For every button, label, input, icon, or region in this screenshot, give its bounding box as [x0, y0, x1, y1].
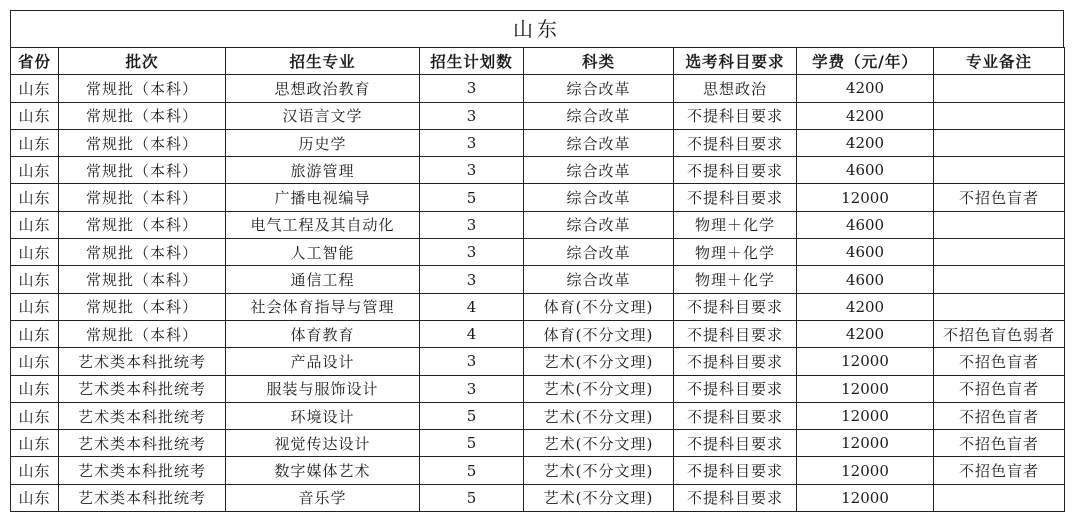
cell-category: 综合改革 [524, 75, 674, 102]
cell-major: 视觉传达设计 [226, 430, 420, 457]
cell-batch: 艺术类本科批统考 [59, 375, 226, 402]
table-row [11, 266, 1065, 293]
cell-plan-count: 3 [420, 266, 524, 293]
cell-batch: 常规批（本科） [59, 129, 226, 156]
cell-remarks [934, 266, 1065, 293]
cell-category: 艺术(不分文理) [524, 375, 674, 402]
cell-batch: 常规批（本科） [59, 293, 226, 320]
cell-major: 汉语言文学 [226, 102, 420, 129]
cell-subject-requirement: 物理＋化学 [674, 239, 797, 266]
cell-tuition: 12000 [797, 375, 934, 402]
cell-tuition: 12000 [797, 184, 934, 211]
cell-major: 旅游管理 [226, 157, 420, 184]
cell-plan-count: 5 [420, 430, 524, 457]
header-batch: 批次 [59, 48, 226, 75]
cell-batch: 常规批（本科） [59, 211, 226, 238]
table-row [11, 239, 1065, 266]
cell-batch: 常规批（本科） [59, 239, 226, 266]
cell-remarks [934, 484, 1065, 511]
cell-tuition: 4200 [797, 102, 934, 129]
cell-plan-count: 4 [420, 320, 524, 347]
cell-batch: 艺术类本科批统考 [59, 348, 226, 375]
cell-major: 思想政治教育 [226, 75, 420, 102]
cell-remarks [934, 211, 1065, 238]
table-row [11, 157, 1065, 184]
header-row [11, 48, 1065, 75]
header-province: 省份 [11, 48, 59, 75]
cell-subject-requirement: 不提科目要求 [674, 320, 797, 347]
cell-category: 体育(不分文理) [524, 293, 674, 320]
cell-batch: 常规批（本科） [59, 102, 226, 129]
cell-category: 综合改革 [524, 211, 674, 238]
cell-province: 山东 [11, 129, 59, 156]
cell-plan-count: 5 [420, 457, 524, 484]
cell-remarks: 不招色盲者 [934, 348, 1065, 375]
cell-category: 艺术(不分文理) [524, 484, 674, 511]
cell-major: 人工智能 [226, 239, 420, 266]
cell-category: 综合改革 [524, 266, 674, 293]
cell-batch: 常规批（本科） [59, 266, 226, 293]
enrollment-table-container [10, 10, 1064, 512]
cell-category: 艺术(不分文理) [524, 402, 674, 429]
cell-category: 综合改革 [524, 157, 674, 184]
cell-province: 山东 [11, 293, 59, 320]
cell-subject-requirement: 不提科目要求 [674, 293, 797, 320]
cell-batch: 常规批（本科） [59, 157, 226, 184]
cell-province: 山东 [11, 375, 59, 402]
cell-plan-count: 3 [420, 211, 524, 238]
table-row [11, 129, 1065, 156]
cell-subject-requirement: 不提科目要求 [674, 348, 797, 375]
header-plan-count: 招生计划数 [420, 48, 524, 75]
cell-major: 通信工程 [226, 266, 420, 293]
cell-remarks: 不招色盲者 [934, 430, 1065, 457]
cell-remarks [934, 102, 1065, 129]
cell-province: 山东 [11, 348, 59, 375]
cell-subject-requirement: 不提科目要求 [674, 375, 797, 402]
table-row [11, 211, 1065, 238]
cell-subject-requirement: 不提科目要求 [674, 484, 797, 511]
cell-category: 艺术(不分文理) [524, 457, 674, 484]
cell-subject-requirement: 不提科目要求 [674, 184, 797, 211]
cell-subject-requirement: 不提科目要求 [674, 430, 797, 457]
cell-category: 综合改革 [524, 239, 674, 266]
cell-remarks [934, 239, 1065, 266]
table-row [11, 375, 1065, 402]
cell-category: 艺术(不分文理) [524, 348, 674, 375]
cell-category: 综合改革 [524, 184, 674, 211]
cell-major: 产品设计 [226, 348, 420, 375]
cell-province: 山东 [11, 157, 59, 184]
cell-remarks [934, 129, 1065, 156]
cell-tuition: 4200 [797, 129, 934, 156]
cell-remarks [934, 75, 1065, 102]
cell-remarks: 不招色盲者 [934, 457, 1065, 484]
cell-remarks [934, 157, 1065, 184]
cell-plan-count: 3 [420, 348, 524, 375]
table-row [11, 484, 1065, 511]
cell-subject-requirement: 不提科目要求 [674, 157, 797, 184]
cell-province: 山东 [11, 239, 59, 266]
cell-batch: 常规批（本科） [59, 75, 226, 102]
cell-remarks: 不招色盲者 [934, 375, 1065, 402]
cell-tuition: 4600 [797, 239, 934, 266]
cell-tuition: 4200 [797, 320, 934, 347]
table-row [11, 75, 1065, 102]
cell-batch: 艺术类本科批统考 [59, 402, 226, 429]
cell-tuition: 12000 [797, 430, 934, 457]
cell-remarks: 不招色盲色弱者 [934, 320, 1065, 347]
header-subject-requirement: 选考科目要求 [674, 48, 797, 75]
cell-subject-requirement: 物理＋化学 [674, 266, 797, 293]
cell-plan-count: 3 [420, 129, 524, 156]
cell-plan-count: 3 [420, 239, 524, 266]
table-body [11, 75, 1065, 512]
cell-province: 山东 [11, 320, 59, 347]
table-row [11, 102, 1065, 129]
cell-remarks: 不招色盲者 [934, 402, 1065, 429]
cell-plan-count: 4 [420, 293, 524, 320]
cell-subject-requirement: 不提科目要求 [674, 402, 797, 429]
cell-category: 综合改革 [524, 129, 674, 156]
cell-plan-count: 3 [420, 75, 524, 102]
cell-province: 山东 [11, 430, 59, 457]
cell-province: 山东 [11, 102, 59, 129]
cell-tuition: 12000 [797, 402, 934, 429]
cell-subject-requirement: 思想政治 [674, 75, 797, 102]
cell-tuition: 4600 [797, 211, 934, 238]
cell-tuition: 12000 [797, 457, 934, 484]
cell-major: 历史学 [226, 129, 420, 156]
cell-remarks [934, 293, 1065, 320]
cell-province: 山东 [11, 402, 59, 429]
cell-major: 社会体育指导与管理 [226, 293, 420, 320]
table-row [11, 184, 1065, 211]
cell-major: 数字媒体艺术 [226, 457, 420, 484]
cell-subject-requirement: 物理＋化学 [674, 211, 797, 238]
cell-province: 山东 [11, 184, 59, 211]
table-row [11, 402, 1065, 429]
cell-province: 山东 [11, 484, 59, 511]
table-row [11, 430, 1065, 457]
cell-batch: 常规批（本科） [59, 184, 226, 211]
cell-tuition: 12000 [797, 348, 934, 375]
cell-subject-requirement: 不提科目要求 [674, 457, 797, 484]
cell-major: 服装与服饰设计 [226, 375, 420, 402]
cell-batch: 艺术类本科批统考 [59, 457, 226, 484]
table-title: 山东 [10, 10, 1064, 47]
cell-plan-count: 5 [420, 184, 524, 211]
cell-major: 广播电视编导 [226, 184, 420, 211]
table-row [11, 293, 1065, 320]
cell-tuition: 12000 [797, 484, 934, 511]
cell-major: 音乐学 [226, 484, 420, 511]
header-category: 科类 [524, 48, 674, 75]
cell-category: 体育(不分文理) [524, 320, 674, 347]
table-row [11, 320, 1065, 347]
cell-major: 电气工程及其自动化 [226, 211, 420, 238]
cell-batch: 常规批（本科） [59, 320, 226, 347]
cell-tuition: 4200 [797, 75, 934, 102]
cell-tuition: 4200 [797, 293, 934, 320]
cell-batch: 艺术类本科批统考 [59, 430, 226, 457]
table-row [11, 348, 1065, 375]
cell-plan-count: 3 [420, 102, 524, 129]
header-major: 招生专业 [226, 48, 420, 75]
table-row [11, 457, 1065, 484]
cell-major: 环境设计 [226, 402, 420, 429]
cell-province: 山东 [11, 75, 59, 102]
cell-tuition: 4600 [797, 157, 934, 184]
cell-province: 山东 [11, 266, 59, 293]
cell-subject-requirement: 不提科目要求 [674, 102, 797, 129]
header-tuition: 学费（元/年） [797, 48, 934, 75]
cell-plan-count: 5 [420, 402, 524, 429]
cell-category: 艺术(不分文理) [524, 430, 674, 457]
enrollment-table [10, 47, 1065, 512]
cell-province: 山东 [11, 457, 59, 484]
cell-plan-count: 3 [420, 375, 524, 402]
cell-batch: 艺术类本科批统考 [59, 484, 226, 511]
cell-tuition: 4600 [797, 266, 934, 293]
cell-major: 体育教育 [226, 320, 420, 347]
header-remarks: 专业备注 [934, 48, 1065, 75]
cell-remarks: 不招色盲者 [934, 184, 1065, 211]
cell-plan-count: 5 [420, 484, 524, 511]
cell-category: 综合改革 [524, 102, 674, 129]
cell-province: 山东 [11, 211, 59, 238]
cell-subject-requirement: 不提科目要求 [674, 129, 797, 156]
cell-plan-count: 3 [420, 157, 524, 184]
